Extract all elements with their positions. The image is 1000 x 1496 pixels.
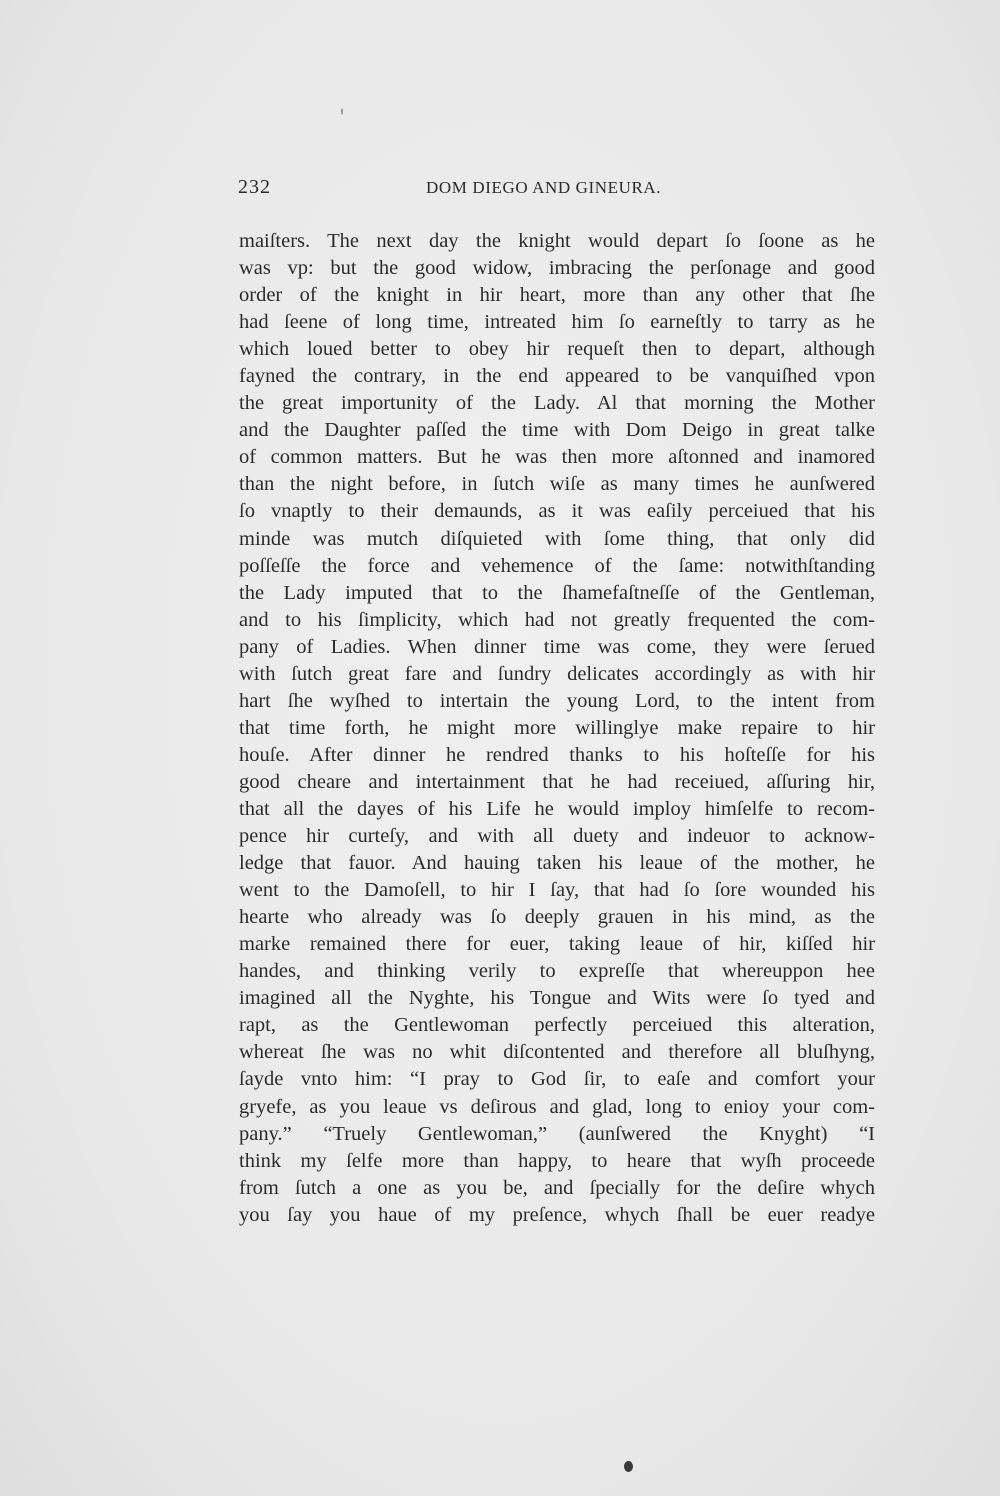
- text-line: gryefe, as you leaue vs deſirous and glad, long to enioy your com-: [239, 1095, 875, 1118]
- text-line: hart ſhe wyſhed to intertain the young Lord, to the intent from: [239, 689, 875, 712]
- text-line: had ſeene of long time, intreated him ſo earneſtly to tarry as he: [239, 311, 875, 334]
- text-line: from ſutch a one as you be, and ſpecially for the deſire whych: [239, 1176, 875, 1199]
- text-line: ledge that fauor. And hauing taken his leaue of the mother, he: [239, 852, 875, 875]
- body-text: [239, 228, 875, 1229]
- text-line: fayned the contrary, in the end appeared to be vanquiſhed vpon: [239, 365, 875, 388]
- text-line: minde was mutch diſquieted with ſome thing, that only did: [239, 527, 875, 550]
- text-line: rapt, as the Gentlewoman perfectly perceiued this alteration,: [239, 1014, 875, 1037]
- text-line: that all the dayes of his Life he would imploy himſelfe to recom-: [239, 797, 875, 820]
- text-line: of common matters. But he was then more aſtonned and inamored: [239, 446, 875, 469]
- text-line: that time forth, he might more willinglye make repaire to hir: [239, 716, 875, 739]
- text-line: order of the knight in hir heart, more than any other that ſhe: [239, 284, 875, 307]
- text-line: with ſutch great fare and ſundry delicates accordingly as with hir: [239, 662, 875, 685]
- text-line: you ſay you haue of my preſence, whych ſhall be euer readye: [239, 1203, 875, 1226]
- text-line: and to his ſimplicity, which had not greatly frequented the com-: [239, 608, 875, 631]
- text-line: poſſeſſe the force and vehemence of the ſame: notwithſtanding: [239, 554, 875, 577]
- text-line: think my ſelfe more than happy, to heare that wyſh proceede: [239, 1149, 875, 1172]
- text-line: houſe. After dinner he rendred thanks to his hoſteſſe for his: [239, 743, 875, 766]
- text-line: ſayde vnto him: “I pray to God ſir, to eaſe and comfort your: [239, 1068, 875, 1091]
- ink-speck: [624, 1461, 633, 1472]
- text-line: marke remained there for euer, taking leaue of hir, kiſſed hir: [239, 933, 875, 956]
- text-line: maiſters. The next day the knight would depart ſo ſoone as he: [239, 230, 875, 252]
- text-line: ſo vnaptly to their demaunds, as it was eaſily perceiued that his: [239, 500, 875, 523]
- text-line: good cheare and intertainment that he had receiued, aſſuring hir,: [239, 770, 875, 793]
- text-line: went to the Damoſell, to hir I ſay, that had ſo ſore wounded his: [239, 879, 875, 902]
- text-line: the great importunity of the Lady. Al that morning the Mother: [239, 392, 875, 415]
- running-head: [238, 176, 874, 202]
- text-line: the Lady imputed that to the ſhamefaſtneſſe of the Gentleman,: [239, 581, 875, 604]
- text-line: hearte who already was ſo deeply grauen in his mind, as the: [239, 906, 875, 929]
- text-line: was vp: but the good widow, imbracing the perſonage and good: [239, 257, 875, 280]
- text-line: pany.” “Truely Gentlewoman,” (aunſwered the Knyght) “I: [239, 1122, 875, 1145]
- text-line: which loued better to obey hir requeſt then to depart, although: [239, 338, 875, 361]
- text-line: imagined all the Nyghte, his Tongue and Wits were ſo tyed and: [239, 987, 875, 1010]
- running-title: DOM DIEGO AND GINEURA.: [426, 178, 662, 197]
- text-line: and the Daughter paſſed the time with Dom Deigo in great talke: [239, 419, 875, 442]
- ink-speck: [341, 108, 343, 115]
- text-line: than the night before, in ſutch wiſe as many times he aunſwered: [239, 473, 875, 496]
- text-line: pany of Ladies. When dinner time was come, they were ſerued: [239, 635, 875, 658]
- page-number: 232: [238, 176, 271, 198]
- text-line: pence hir curteſy, and with all duety and indeuor to acknow-: [239, 825, 875, 848]
- text-line: handes, and thinking verily to expreſſe that whereuppon hee: [239, 960, 875, 983]
- text-line: whereat ſhe was no whit diſcontented and therefore all bluſhyng,: [239, 1041, 875, 1064]
